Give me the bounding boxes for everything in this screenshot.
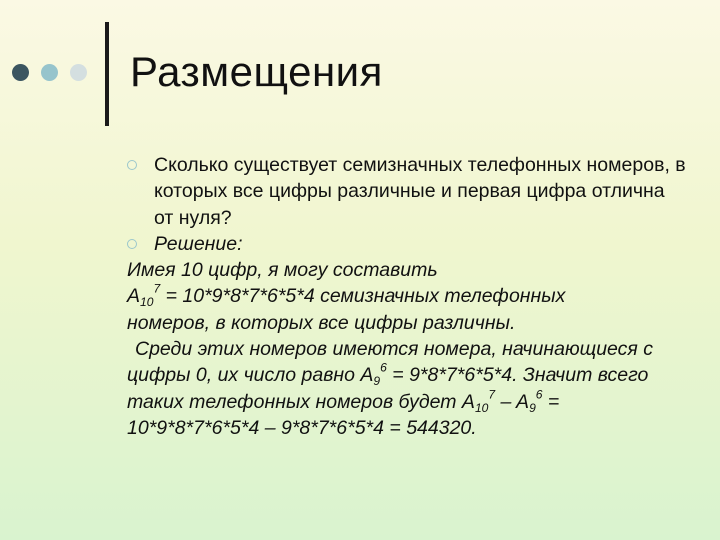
bullet-question bbox=[127, 152, 687, 231]
solution-line-1: Имея 10 цифр, я могу составить bbox=[127, 259, 438, 282]
bullet-circle-icon bbox=[127, 239, 137, 249]
slide-content bbox=[127, 152, 687, 441]
solution-heading: Решение: bbox=[154, 232, 243, 255]
bullet-circle-icon bbox=[127, 160, 137, 170]
solution-line-3: номеров, в которых все цифры различны. bbox=[127, 311, 516, 334]
solution-line-6: таких телефонных номеров будет $A_{10}^7 - A_9^6$ = bbox=[127, 387, 560, 415]
solution-line-5: цифры 0, их число равно $A_9^6 = 9*8*7*6*5*4$. Значит всего bbox=[127, 360, 649, 389]
decor-dot-teal bbox=[41, 64, 58, 81]
decor-dot-light bbox=[70, 64, 87, 81]
slide-title: Размещения bbox=[130, 48, 383, 95]
solution-line-2: $A_{10}^7 = 10*9*8*7*6*5*4$ семизначных телефонных bbox=[127, 281, 566, 310]
solution-body bbox=[127, 257, 687, 441]
question-text: Сколько существует семизначных телефонных номеров, в которых все цифры различные и первая цифра отлична от нуля? bbox=[154, 154, 686, 229]
solution-line-7: 10*9*8*7*6*5*4 – 9*8*7*6*5*4 = 544320. bbox=[127, 416, 477, 439]
bullet-solution bbox=[127, 231, 687, 257]
solution-line-4: Среди этих номеров имеются номера, начинающиеся с bbox=[135, 338, 654, 361]
decor-dot-dark bbox=[12, 64, 29, 81]
title-divider bbox=[105, 22, 109, 126]
